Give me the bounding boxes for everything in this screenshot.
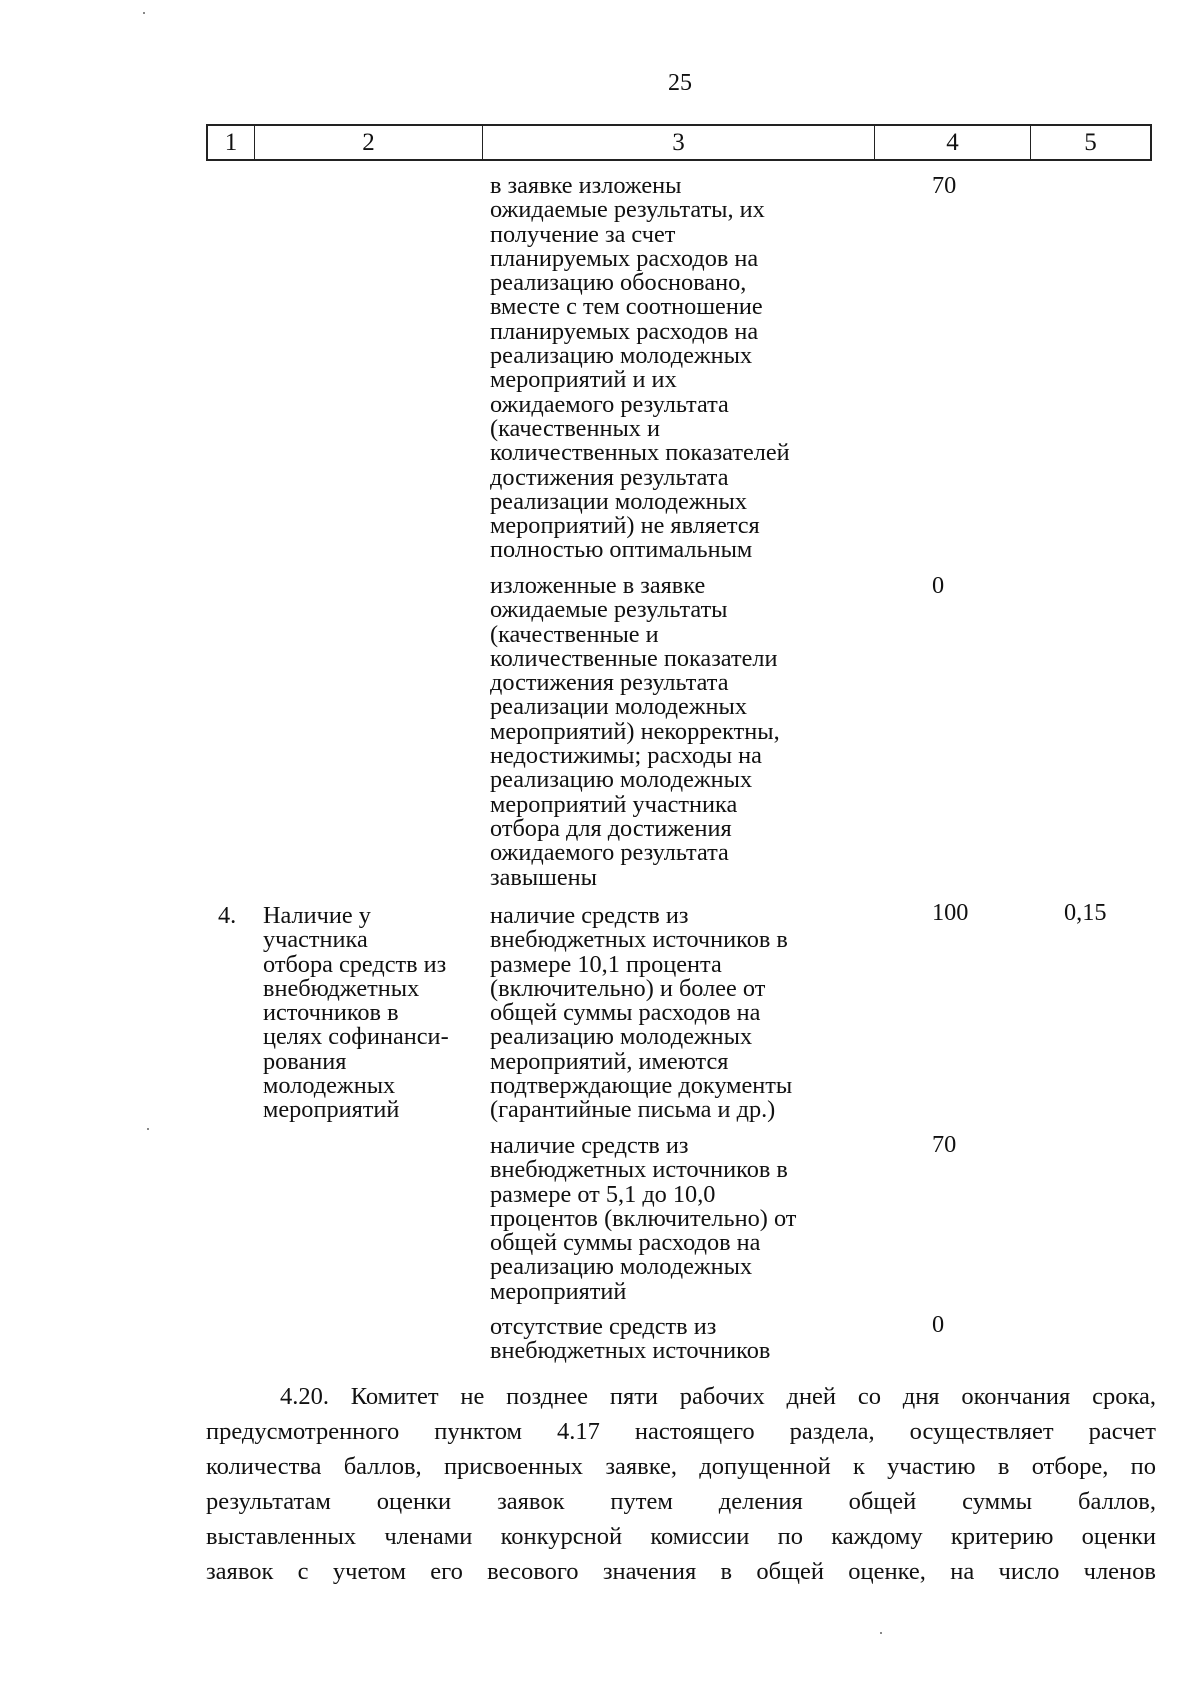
criterion-description	[490, 574, 890, 890]
text-line: мероприятий	[263, 1096, 400, 1124]
text-line: недостижимы; расходы на	[490, 742, 762, 770]
paragraph-line: 4.20. Комитет не позднее пяти рабочих дней со дня окончания срока,	[280, 1383, 1156, 1410]
text-line: в заявке изложены	[490, 172, 682, 199]
text-line: размере от 5,1 до 10,0	[490, 1180, 716, 1208]
text-line: вместе с тем соотношение	[490, 293, 763, 321]
text-line: мероприятий) некорректны,	[490, 717, 780, 745]
text-line: планируемых расходов на	[490, 244, 759, 272]
text-line: отбора для достижения	[490, 814, 732, 842]
text-line: ожидаемые результаты	[490, 596, 728, 624]
text-line: отбора средств из	[263, 950, 447, 978]
text-line: ожидаемого результата	[490, 390, 729, 418]
criterion-weight: 0,15	[1064, 899, 1107, 926]
text-line: мероприятий, имеются	[490, 1047, 729, 1075]
criterion-description	[490, 1315, 890, 1364]
criterion-description	[490, 904, 890, 1123]
text-line: завышены	[490, 863, 597, 891]
text-line: мероприятий и их	[490, 366, 677, 394]
text-line: достижения результата	[490, 463, 729, 491]
criterion-description	[490, 174, 890, 563]
text-line: (качественных и	[490, 414, 661, 442]
text-line: получение за счет	[490, 220, 676, 248]
text-line: мероприятий) не является	[490, 512, 760, 540]
text-line: рования	[263, 1047, 347, 1075]
criterion-score: 70	[932, 172, 957, 199]
criterion-score: 100	[932, 899, 969, 926]
text-line: общей суммы расходов на	[490, 999, 761, 1027]
text-line: количественных показателей	[490, 439, 790, 467]
text-line: целях софинанси-	[263, 1023, 449, 1051]
text-line: реализацию молодежных	[490, 766, 753, 794]
criterion-description	[490, 1134, 890, 1304]
criterion-number: 4.	[218, 902, 237, 929]
text-line: реализацию молодежных	[490, 1253, 753, 1281]
text-line: ожидаемого результата	[490, 839, 729, 867]
criterion-score: 0	[932, 572, 945, 599]
text-line: достижения результата	[490, 669, 729, 697]
text-line: реализации молодежных	[490, 693, 748, 721]
text-line: реализации молодежных	[490, 487, 748, 515]
text-line: мероприятий участника	[490, 790, 738, 818]
table-header-cell: 1	[224, 128, 238, 156]
criterion-score: 0	[932, 1311, 945, 1338]
text-line: наличие средств из	[490, 902, 689, 929]
text-line: процентов (включительно) от	[490, 1204, 797, 1232]
text-line: мероприятий	[490, 1277, 627, 1305]
paragraph-line: предусмотренного пунктом 4.17 настоящего раздела, осуществляет расчет	[206, 1418, 1156, 1445]
text-line: изложенные в заявке	[490, 572, 706, 599]
scan-speck	[880, 1632, 882, 1634]
paragraph-line: количества баллов, присвоенных заявке, допущенной к участию в отборе, по	[206, 1453, 1156, 1480]
body-paragraph	[206, 1379, 1156, 1589]
paragraph-line: выставленных членами конкурсной комиссии по каждому критерию оценки	[206, 1523, 1156, 1550]
paragraph-line: заявок с учетом его весового значения в общей оценке, на число членов	[206, 1558, 1156, 1585]
text-line: внебюджетных источников в	[490, 926, 788, 954]
text-line: участника	[263, 926, 368, 954]
text-line: подтверждающие документы	[490, 1072, 793, 1100]
text-line: размере 10,1 процента	[490, 950, 722, 978]
text-line: реализацию обосновано,	[490, 269, 747, 297]
text-line: количественные показатели	[490, 644, 778, 672]
text-line: источников в	[263, 999, 399, 1027]
text-line: внебюджетных источников в	[490, 1156, 788, 1184]
criterion-name	[263, 904, 478, 1123]
text-line: общей суммы расходов на	[490, 1229, 761, 1257]
text-line: (гарантийные письма и др.)	[490, 1096, 776, 1124]
table-header-cell: 5	[1030, 126, 1150, 159]
text-line: планируемых расходов на	[490, 317, 759, 345]
text-line: ожидаемые результаты, их	[490, 196, 765, 224]
scan-speck	[143, 12, 145, 14]
text-line: отсутствие средств из	[490, 1313, 717, 1340]
paragraph-line: результатам оценки заявок путем деления общей суммы баллов,	[206, 1488, 1156, 1515]
text-line: внебюджетных источников	[490, 1337, 771, 1365]
text-line: полностью оптимальным	[490, 536, 753, 564]
table-header-cell: 3	[482, 126, 874, 159]
text-line: (включительно) и более от	[490, 974, 766, 1002]
page-number: 25	[668, 70, 692, 96]
table-header-row	[206, 124, 1152, 161]
text-line: реализацию молодежных	[490, 1023, 753, 1051]
text-line: Наличие у	[263, 902, 371, 929]
text-line: (качественные и	[490, 620, 659, 648]
scan-speck	[147, 1128, 149, 1130]
text-line: молодежных	[263, 1072, 396, 1100]
text-line: наличие средств из	[490, 1132, 689, 1159]
table-header-cell: 4	[874, 126, 1030, 159]
text-line: внебюджетных	[263, 974, 420, 1002]
table-header-cell: 2	[254, 126, 482, 159]
text-line: реализацию молодежных	[490, 342, 753, 370]
criterion-score: 70	[932, 1131, 957, 1158]
